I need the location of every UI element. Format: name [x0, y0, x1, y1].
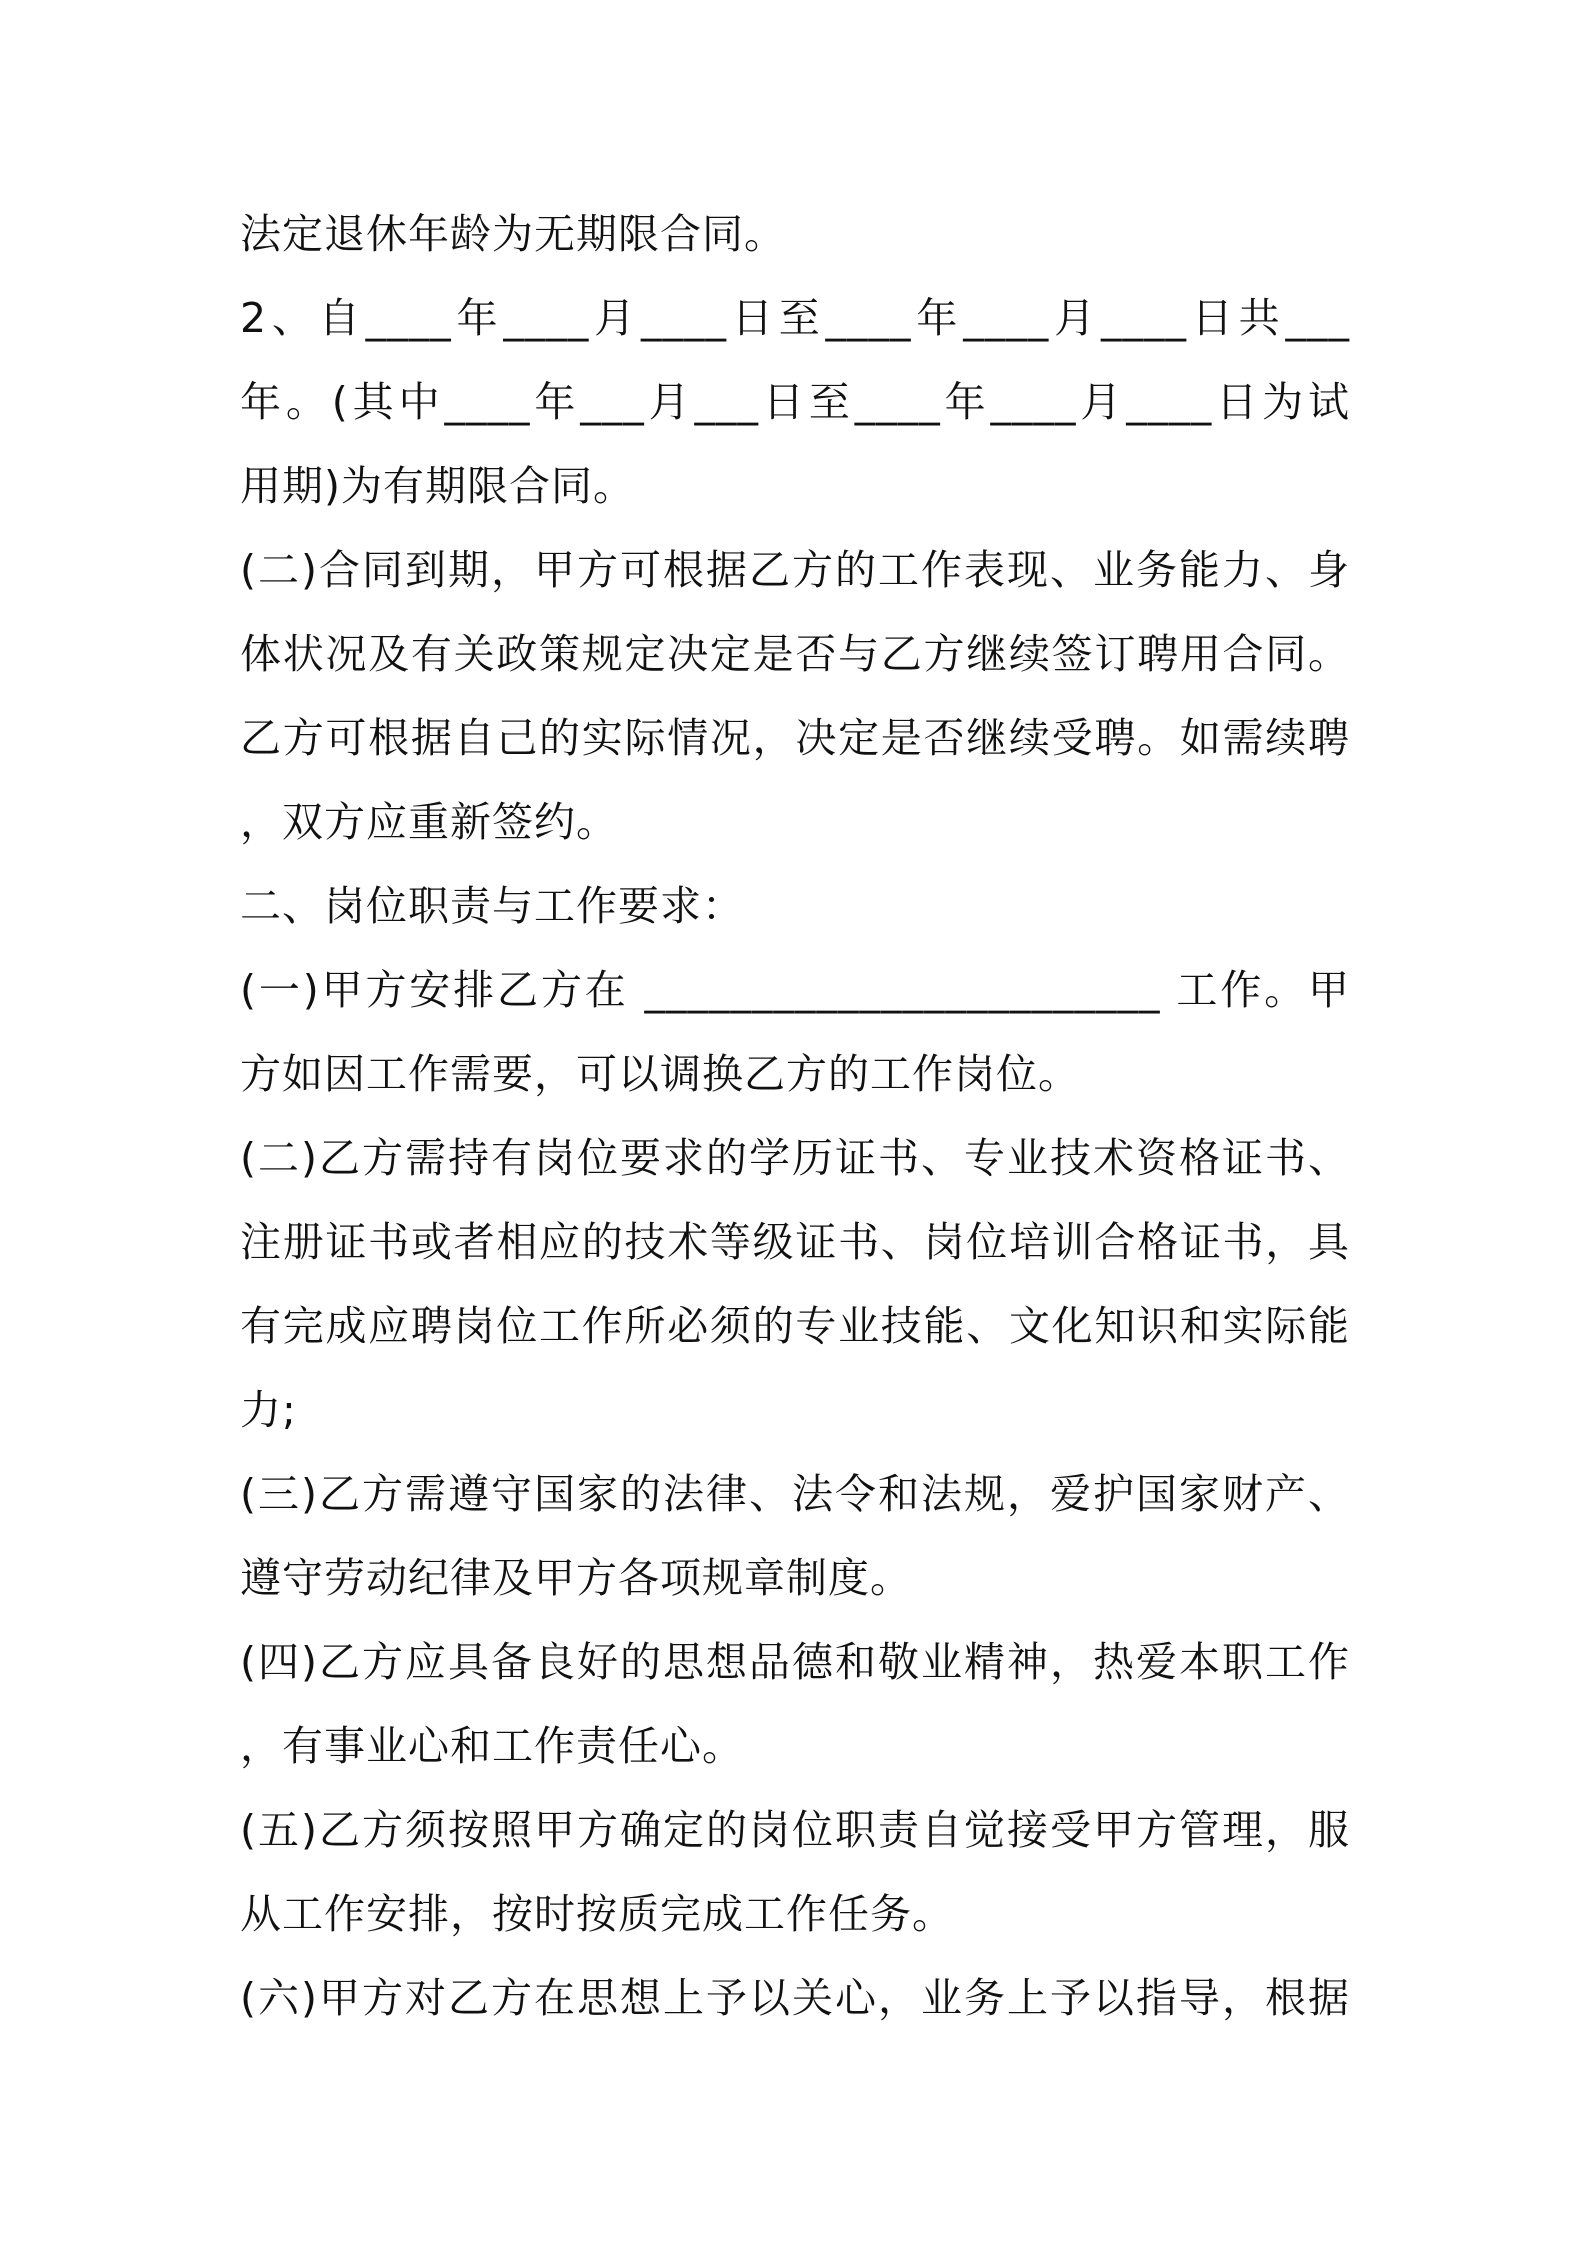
text-line: (二)乙方需持有岗位要求的学历证书、专业技术资格证书、	[240, 1134, 1350, 1182]
text-line: (二)合同到期，甲方可根据乙方的工作表现、业务能力、身	[240, 546, 1350, 594]
text-line: 用期)为有期限合同。	[240, 462, 635, 510]
text-line: 乙方可根据自己的实际情况，决定是否继续受聘。如需续聘	[240, 714, 1350, 762]
text-line: 力;	[240, 1386, 297, 1434]
text-line: 有完成应聘岗位工作所必须的专业技能、文化知识和实际能	[240, 1302, 1350, 1350]
text-line: (三)乙方需遵守国家的法律、法令和法规，爱护国家财产、	[240, 1470, 1350, 1518]
text-line: 体状况及有关政策规定决定是否与乙方继续签订聘用合同。	[240, 630, 1350, 678]
text-line: (一)甲方安排乙方在 ________________________ 工作。甲	[240, 966, 1350, 1014]
text-line: 注册证书或者相应的技术等级证书、岗位培训合格证书，具	[240, 1218, 1350, 1266]
text-line: 法定退休年龄为无期限合同。	[240, 210, 786, 258]
text-line: 2、自____年____月____日至____年____月____日共___	[240, 294, 1350, 342]
text-line: 遵守劳动纪律及甲方各项规章制度。	[240, 1554, 912, 1602]
text-line: (四)乙方应具备良好的思想品德和敬业精神，热爱本职工作	[240, 1638, 1350, 1686]
text-line: (六)甲方对乙方在思想上予以关心，业务上予以指导，根据	[240, 1974, 1350, 2022]
text-line: (五)乙方须按照甲方确定的岗位职责自觉接受甲方管理，服	[240, 1806, 1350, 1854]
text-line: 年。(其中____年___月___日至____年____月____日为试	[240, 378, 1350, 426]
text-line: 方如因工作需要，可以调换乙方的工作岗位。	[240, 1050, 1080, 1098]
text-line: ，双方应重新签约。	[240, 798, 618, 846]
text-line: 从工作安排，按时按质完成工作任务。	[240, 1890, 954, 1938]
section-heading: 二、岗位职责与工作要求：	[240, 882, 744, 930]
contract-text	[240, 192, 1350, 2040]
text-line: ，有事业心和工作责任心。	[240, 1722, 744, 1770]
